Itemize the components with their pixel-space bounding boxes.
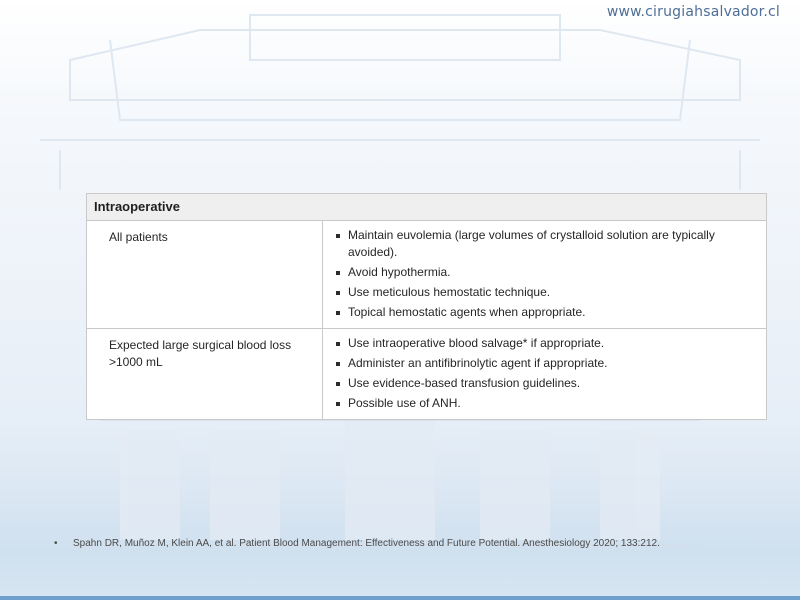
footnote-bullet: •: [54, 538, 58, 549]
intraoperative-table: [86, 193, 767, 420]
square-bullet-icon: [336, 402, 340, 406]
square-bullet-icon: [336, 234, 340, 238]
square-bullet-icon: [336, 271, 340, 275]
footnote-text: Spahn DR, Muñoz M, Klein AA, et al. Patient Blood Management: Effectiveness and Future Potential. Anesthesiology 2020; 133:212.: [73, 538, 660, 549]
square-bullet-icon: [336, 342, 340, 346]
list-item: Use intraoperative blood salvage* if appropriate.: [335, 335, 746, 352]
square-bullet-icon: [336, 291, 340, 295]
list-item: Use evidence-based transfusion guidelines.: [335, 375, 746, 392]
square-bullet-icon: [336, 362, 340, 366]
list-item: Avoid hypothermia.: [335, 264, 746, 281]
square-bullet-icon: [336, 382, 340, 386]
row-label: Expected large surgical blood loss >1000 mL: [87, 329, 323, 419]
website-url[interactable]: www.cirugiahsalvador.cl: [606, 4, 780, 20]
table-row: [87, 329, 766, 419]
table-row: [87, 221, 766, 329]
row-items: [323, 329, 766, 419]
list-item: Topical hemostatic agents when appropriate.: [335, 304, 746, 321]
list-item: Administer an antifibrinolytic agent if appropriate.: [335, 355, 746, 372]
row-label: All patients: [87, 221, 323, 328]
table-section-title: Intraoperative: [87, 194, 766, 221]
reference-footnote: [54, 538, 774, 549]
list-item: Possible use of ANH.: [335, 395, 746, 412]
row-items: [323, 221, 766, 328]
square-bullet-icon: [336, 311, 340, 315]
bottom-accent-bar: [0, 596, 800, 600]
list-item: Maintain euvolemia (large volumes of crystalloid solution are typically avoided).: [335, 227, 746, 261]
list-item: Use meticulous hemostatic technique.: [335, 284, 746, 301]
